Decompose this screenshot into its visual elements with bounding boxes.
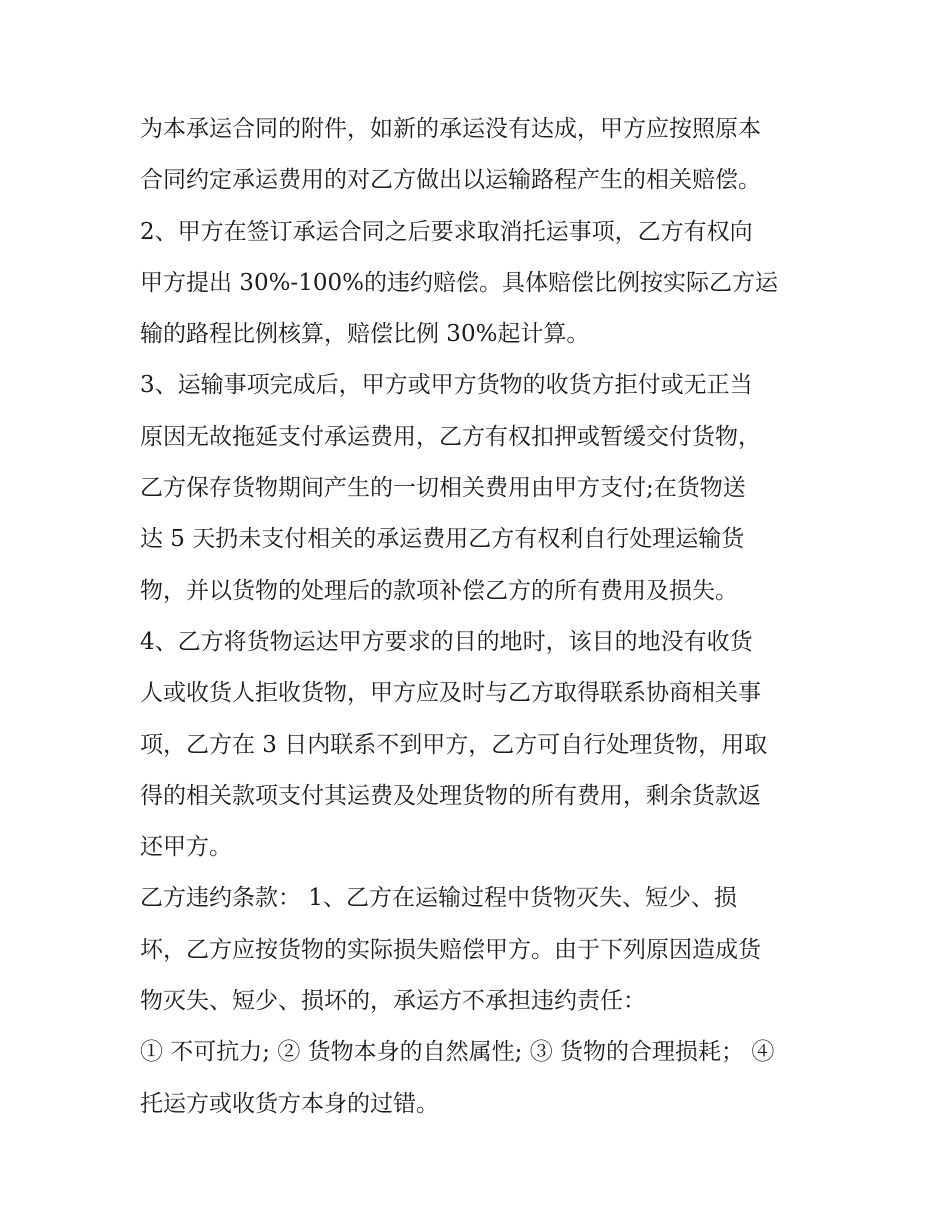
text-line-2: 合同约定承运费用的对乙方做出以运输路程产生的相关赔偿。 (140, 167, 761, 194)
contract-text (140, 104, 820, 1130)
text-line-7: 原因无故拖延支付承运费用，乙方有权扣押或暂缓交付货物， (140, 423, 761, 450)
text-line-1: 为本承运合同的附件，如新的承运没有达成，甲方应按照原本 (140, 116, 761, 142)
text-line-5: 输的路程比例核算，赔偿比例 30%起计算。 (140, 321, 590, 348)
text-line-6: 3、运输事项完成后，甲方或甲方货物的收货方拒付或无正当 (140, 372, 753, 399)
text-line-10: 物，并以货物的处理后的款项补偿乙方的所有费用及损失。 (140, 577, 738, 604)
text-line-15: 还甲方。 (140, 834, 232, 861)
text-line-18: 物灭失、短少、损坏的，承运方不承担违约责任： (140, 988, 646, 1015)
text-line-14: 得的相关款项支付其运费及处理货物的所有费用，剩余货款返 (140, 782, 761, 809)
text-line-13: 项，乙方在 3 日内联系不到甲方，乙方可自行处理货物，用取 (140, 731, 768, 758)
text-line-19: ① 不可抗力; ② 货物本身的自然属性; ③ 货物的合理损耗； ④ (140, 1039, 775, 1066)
text-line-4: 甲方提出 30%-100%的违约赔偿。具体赔偿比例按实际乙方运 (140, 269, 778, 296)
text-line-16: 乙方违约条款： 1、乙方在运输过程中货物灭失、短少、损 (140, 885, 737, 912)
text-line-8: 乙方保存货物期间产生的一切相关费用由甲方支付;在货物送 (140, 475, 746, 502)
text-line-12: 人或收货人拒收货物，甲方应及时与乙方取得联系协商相关事 (140, 680, 761, 707)
text-line-17: 坏，乙方应按货物的实际损失赔偿甲方。由于下列原因造成货 (140, 936, 761, 963)
text-line-3: 2、甲方在签订承运合同之后要求取消托运事项，乙方有权向 (140, 218, 753, 245)
text-line-9: 达 5 天扔未支付相关的承运费用乙方有权利自行处理运输货 (140, 526, 745, 553)
text-line-20: 托运方或收货方本身的过错。 (140, 1090, 439, 1117)
text-line-11: 4、乙方将货物运达甲方要求的目的地时，该目的地没有收货 (140, 628, 753, 655)
